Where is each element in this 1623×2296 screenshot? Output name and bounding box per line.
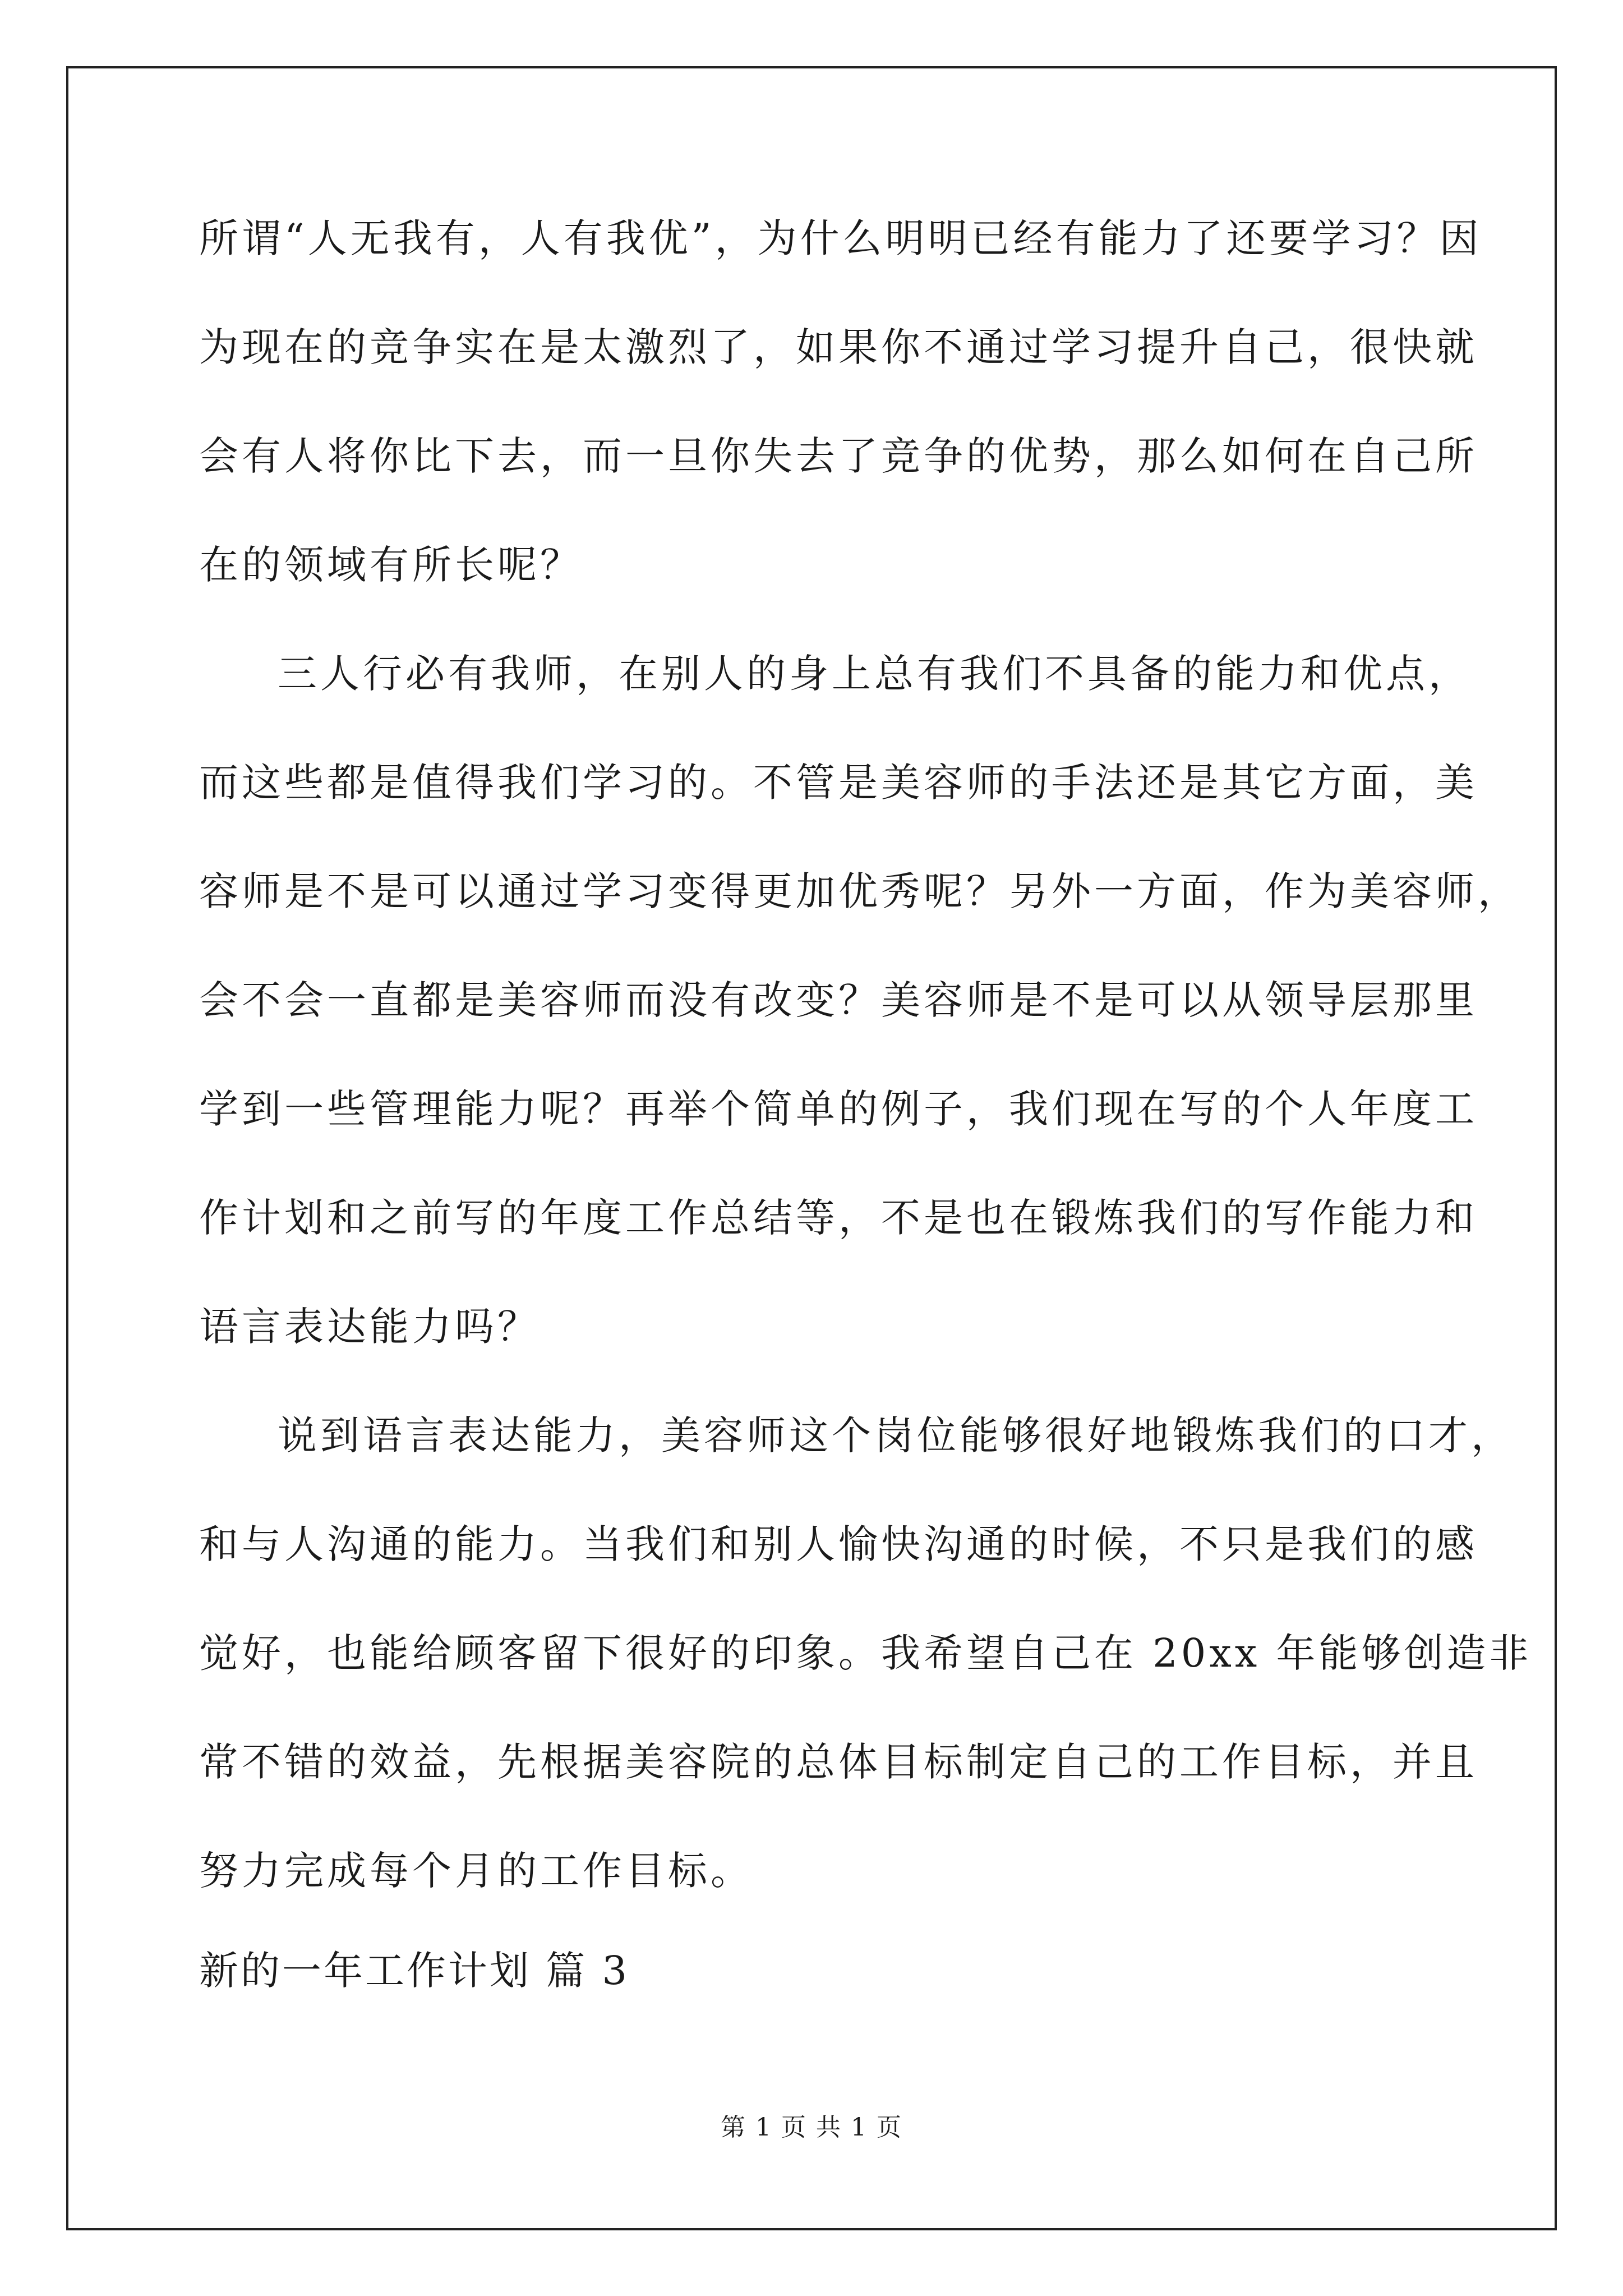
- document-body: [199, 213, 1532, 1954]
- paragraph-line: 容师是不是可以通过学习变得更加优秀呢？另外一方面，作为美容师，: [199, 868, 1520, 914]
- paragraph-line: 所谓“人无我有，人有我优”，为什么明明已经有能力了还要学习？因: [199, 215, 1482, 261]
- paragraph-line: 三人行必有我师，在别人的身上总有我们不具备的能力和优点，: [278, 651, 1471, 697]
- paragraph-line: 会有人将你比下去，而一旦你失去了竞争的优势，那么如何在自己所: [199, 433, 1478, 479]
- paragraph-line: 而这些都是值得我们学习的。不管是美容师的手法还是其它方面，美: [199, 760, 1478, 806]
- paragraph-line: 觉好，也能给顾客留下很好的印象。我希望自己在 20xx 年能够创造非: [199, 1630, 1532, 1676]
- paragraph-line: 和与人沟通的能力。当我们和别人愉快沟通的时候，不只是我们的感: [199, 1521, 1478, 1567]
- page-footer: 第 1 页 共 1 页: [721, 2113, 902, 2142]
- paragraph-line: 为现在的竞争实在是太激烈了，如果你不通过学习提升自己，很快就: [199, 324, 1478, 370]
- paragraph-line: 作计划和之前写的年度工作总结等，不是也在锻炼我们的写作能力和: [199, 1195, 1478, 1241]
- paragraph-line: 在的领域有所长呢？: [199, 542, 583, 588]
- paragraph-line: 学到一些管理能力呢？再举个简单的例子，我们现在写的个人年度工: [199, 1086, 1478, 1132]
- paragraph-line: 努力完成每个月的工作目标。: [199, 1848, 753, 1894]
- paragraph-line: 常不错的效益，先根据美容院的总体目标制定自己的工作目标，并且: [199, 1739, 1478, 1785]
- paragraph-line: 说到语言表达能力，美容师这个岗位能够很好地锻炼我们的口才，: [278, 1412, 1514, 1458]
- paragraph-line: 会不会一直都是美容师而没有改变？美容师是不是可以从领导层那里: [199, 977, 1478, 1023]
- section-heading: 新的一年工作计划 篇 3: [199, 1948, 630, 1994]
- paragraph-line: 语言表达能力吗？: [199, 1304, 540, 1350]
